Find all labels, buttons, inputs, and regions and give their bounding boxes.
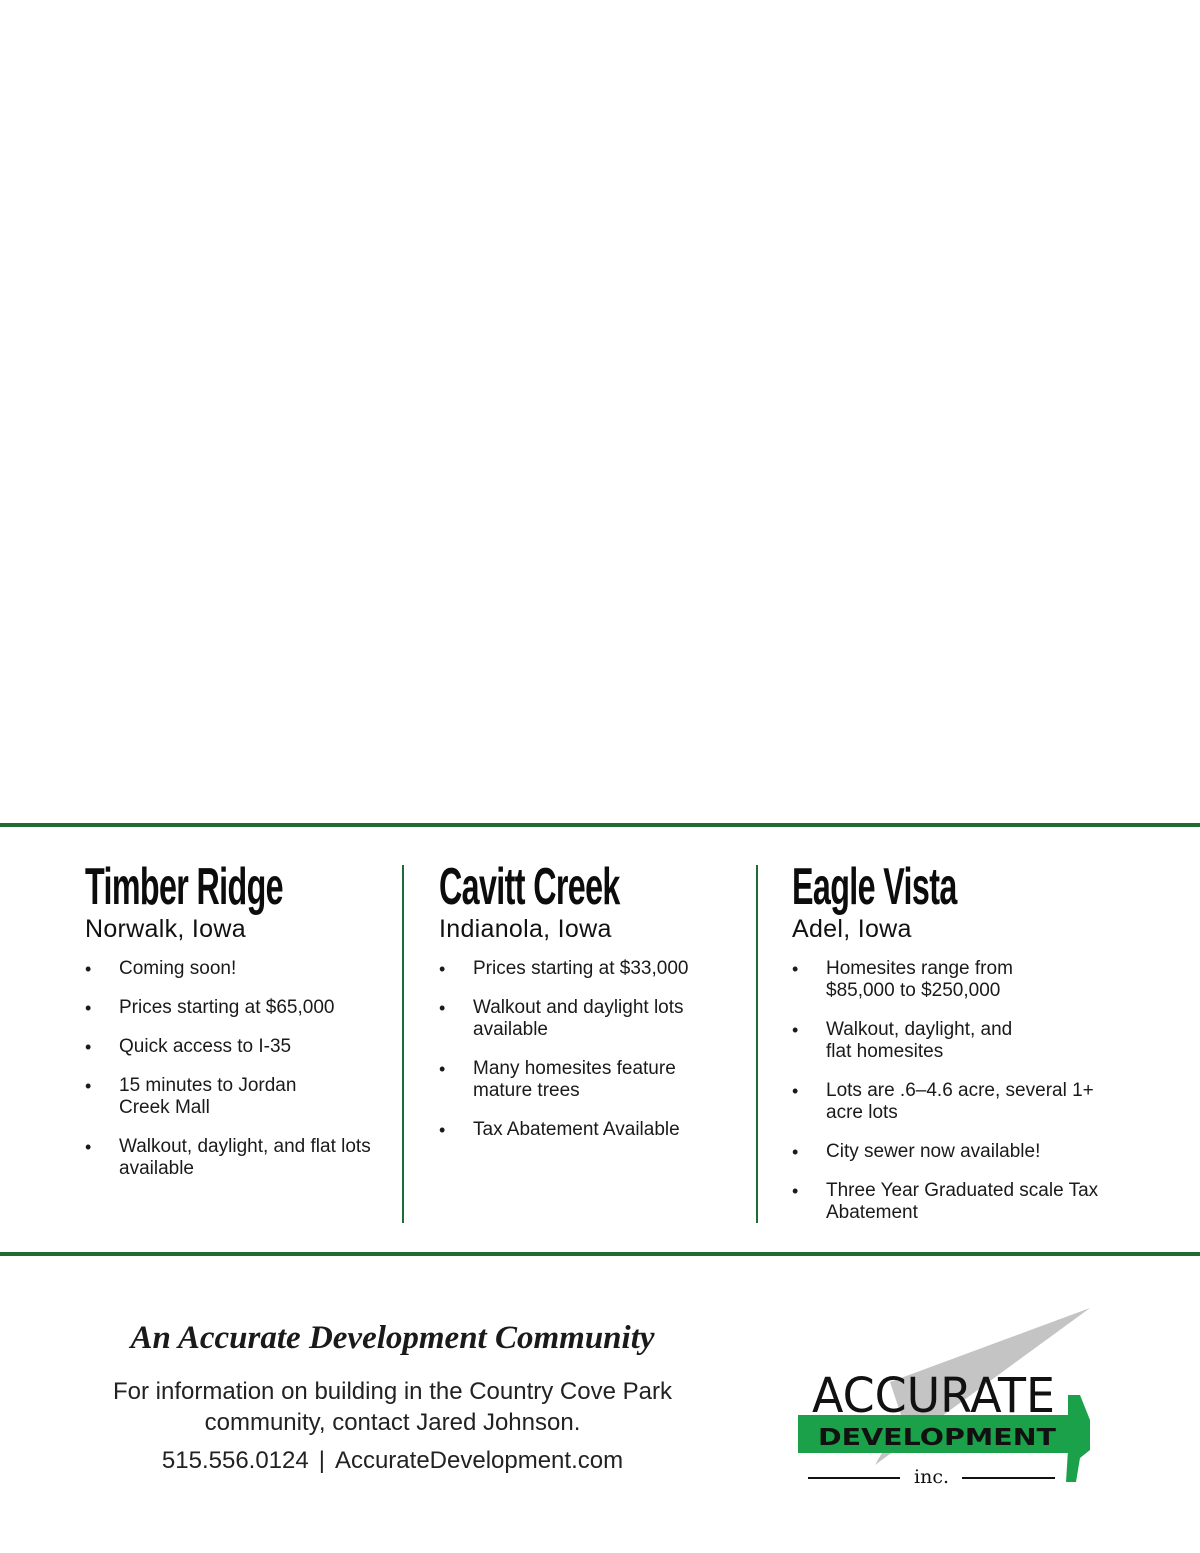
bullet-icon: • <box>792 1081 799 1101</box>
feature-item <box>85 958 375 980</box>
feature-item <box>439 997 743 1041</box>
bullet-icon: • <box>85 998 92 1018</box>
bullet-icon: • <box>792 1020 799 1040</box>
feature-text: Coming soon! <box>119 958 237 979</box>
community-location: Adel, Iowa <box>792 915 912 943</box>
feature-list <box>792 958 1099 1224</box>
feature-text: Walkout, daylight, and flat lots available <box>119 1136 371 1179</box>
community-location: Norwalk, Iowa <box>85 915 246 943</box>
phone-number: 515.556.0124 <box>161 1447 309 1474</box>
bullet-icon: • <box>439 998 446 1018</box>
logo-word-inc: inc. <box>914 1466 949 1488</box>
feature-text: Prices starting at $33,000 <box>473 958 689 979</box>
community-location: Indianola, Iowa <box>439 915 612 943</box>
feature-item <box>792 958 1051 1002</box>
feature-item <box>792 1141 1092 1163</box>
feature-text: Lots are .6–4.6 acre, several 1+ acre lots <box>826 1080 1094 1123</box>
bullet-icon: • <box>85 1076 92 1096</box>
column-divider <box>402 865 404 1223</box>
feature-list <box>85 958 375 1180</box>
footer-info-line: community, contact Jared Johnson. <box>204 1409 581 1436</box>
column-divider <box>756 865 758 1223</box>
logo-word-accurate: ACCURATE <box>812 1368 1055 1424</box>
bullet-icon: • <box>439 959 446 979</box>
feature-text: 15 minutes to Jordan Creek Mall <box>119 1075 297 1118</box>
community-column-timber-ridge <box>85 860 375 1197</box>
feature-item <box>439 1058 733 1102</box>
feature-item <box>792 1180 1111 1224</box>
bullet-icon: • <box>85 1037 92 1057</box>
feature-item <box>792 1019 1026 1063</box>
bullet-icon: • <box>439 1059 446 1079</box>
bullet-icon: • <box>792 1181 799 1201</box>
feature-item <box>85 1036 375 1058</box>
feature-text: Tax Abatement Available <box>473 1119 680 1140</box>
feature-text: Homesites range from $85,000 to $250,000 <box>826 958 1013 1001</box>
feature-item <box>85 1136 389 1180</box>
bottom-divider-rule <box>0 1252 1200 1256</box>
community-column-cavitt-creek <box>439 860 729 1158</box>
feature-text: Many homesites feature mature trees <box>473 1058 676 1101</box>
footer-contact <box>70 1445 715 1476</box>
bullet-icon: • <box>792 1142 799 1162</box>
footer-tagline: An Accurate Development Community <box>130 1320 655 1356</box>
community-name: Cavitt Creek <box>439 858 620 916</box>
feature-text: Walkout and daylight lots available <box>473 997 684 1040</box>
feature-text: Quick access to I-35 <box>119 1036 292 1057</box>
website-link[interactable]: AccurateDevelopment.com <box>334 1447 624 1474</box>
feature-text: Walkout, daylight, and flat homesites <box>826 1019 1013 1062</box>
separator: | <box>318 1447 325 1474</box>
community-name: Timber Ridge <box>85 858 283 916</box>
bullet-icon: • <box>85 959 92 979</box>
feature-item <box>85 997 375 1019</box>
bullet-icon: • <box>439 1120 446 1140</box>
footer-info-line: For information on building in the Country Cove Park <box>113 1378 672 1405</box>
top-divider-rule <box>0 823 1200 827</box>
bullet-icon: • <box>85 1137 92 1157</box>
feature-item <box>439 958 729 980</box>
feature-text: City sewer now available! <box>826 1141 1041 1162</box>
feature-text: Prices starting at $65,000 <box>119 997 335 1018</box>
bullet-icon: • <box>792 959 799 979</box>
feature-item <box>85 1075 319 1119</box>
footer-info <box>70 1376 715 1438</box>
feature-list <box>439 958 729 1141</box>
accurate-development-logo <box>790 1300 1100 1495</box>
logo-word-development: DEVELOPMENT <box>818 1425 1057 1451</box>
community-name: Eagle Vista <box>792 858 957 916</box>
logo-green-hook <box>1066 1395 1090 1482</box>
feature-item <box>439 1119 729 1141</box>
feature-item <box>792 1080 1111 1124</box>
feature-text: Three Year Graduated scale Tax Abatement <box>826 1180 1099 1223</box>
community-column-eagle-vista <box>792 858 1099 1241</box>
